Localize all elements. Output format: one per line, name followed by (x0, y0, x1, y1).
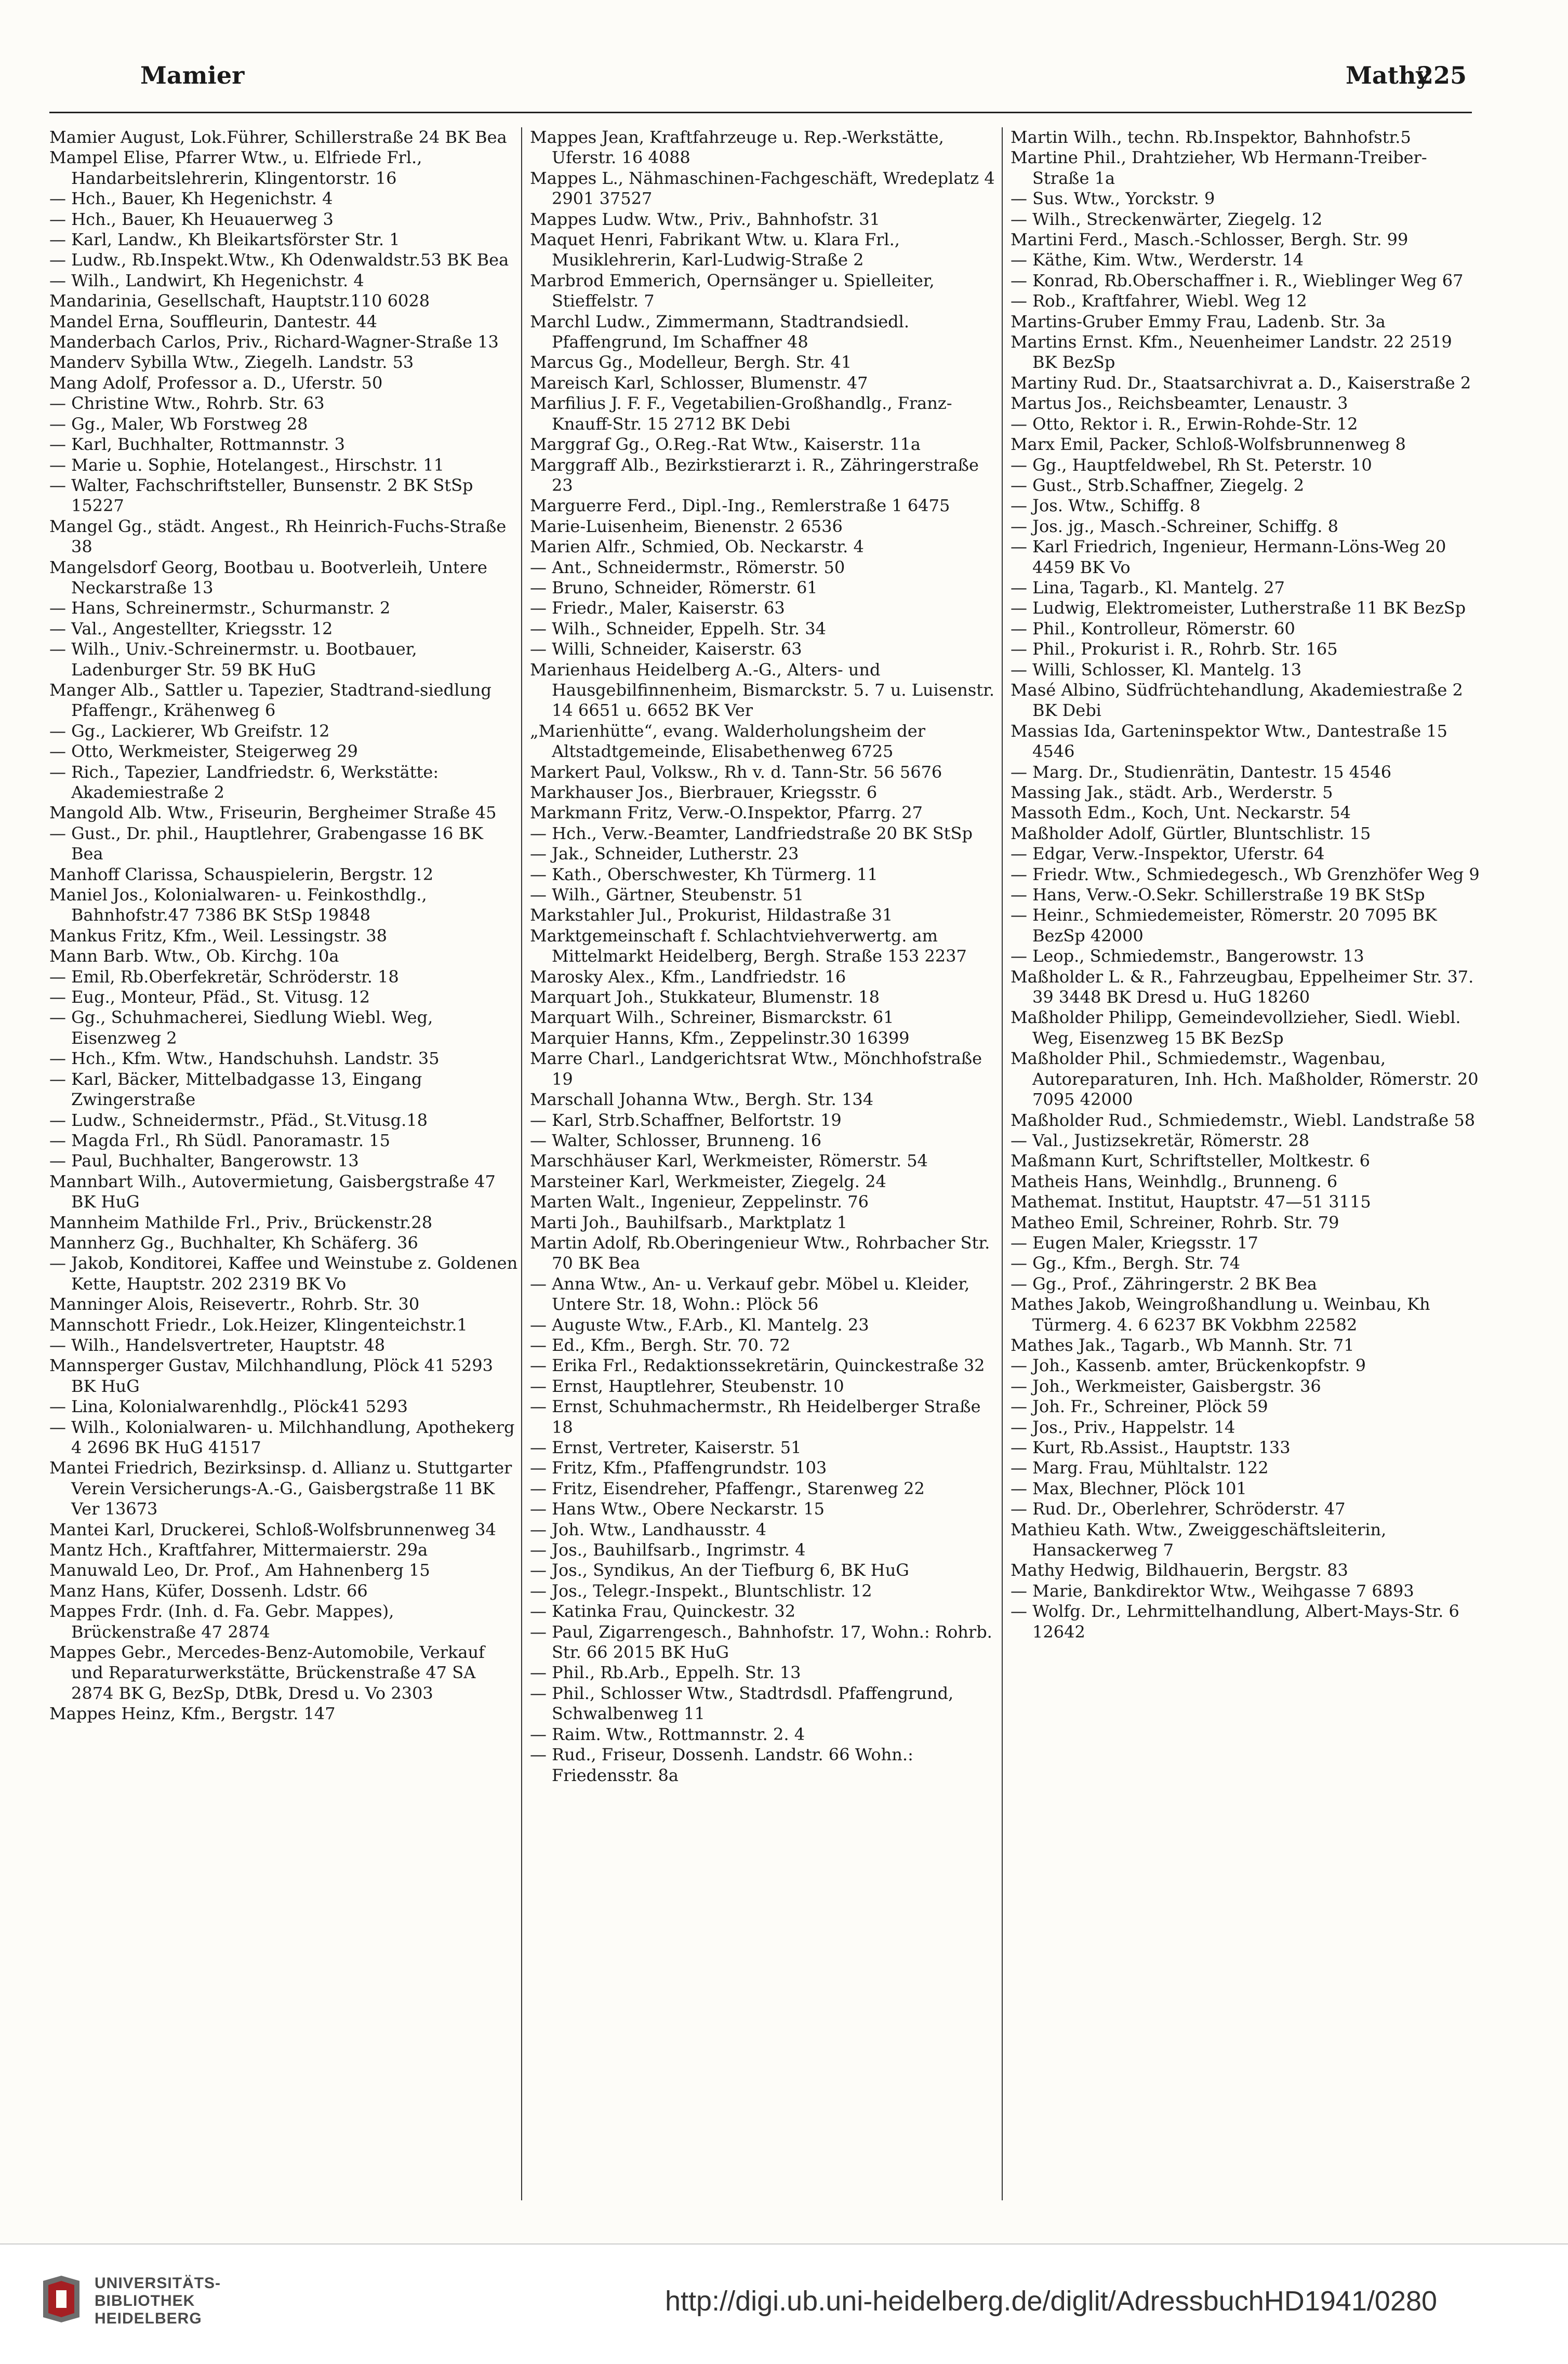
directory-entry: — Ernst, Vertreter, Kaiserstr. 51 (530, 1438, 802, 1457)
directory-entry: — Konrad, Rb.Oberschaffner i. R., Wieblinger Weg 67 (1011, 270, 1464, 290)
directory-entry: — Lina, Kolonialwarenhdlg., Plöck41 5293 (49, 1397, 408, 1417)
directory-entry: — Ludw., Schneidermstr., Pfäd., St.Vitusg.18 (49, 1110, 428, 1130)
directory-entry: — Katinka Frau, Quinckestr. 32 (530, 1601, 796, 1622)
directory-entry: Martini Ferd., Masch.-Schlosser, Bergh. Str. 99 (1011, 230, 1408, 250)
directory-entry: — Raim. Wtw., Rottmannstr. 2. 4 (530, 1724, 805, 1744)
directory-entry: Mappes Ludw. Wtw., Priv., Bahnhofstr. 31 (530, 209, 880, 229)
directory-entry: Mankus Fritz, Kfm., Weil. Lessingstr. 38 (49, 925, 387, 946)
directory-entry: — Max, Blechner, Plöck 101 (1011, 1478, 1247, 1498)
directory-entry: — Walter, Schlosser, Brunneng. 16 (530, 1130, 822, 1150)
directory-entry: — Hch., Bauer, Kh Hegenichstr. 4 (49, 189, 333, 209)
directory-entry: — Gust., Dr. phil., Hauptlehrer, Grabengasse 16 BK Bea (49, 823, 483, 864)
directory-entry: — Hans, Schreinermstr., Schurmanstr. 2 (49, 598, 391, 618)
directory-entry: Mappes Heinz, Kfm., Bergstr. 147 (49, 1704, 336, 1724)
directory-entry: Manderv Sybilla Wtw., Ziegelh. Landstr. 53 (49, 352, 414, 373)
directory-entry: Maniel Jos., Kolonialwaren- u. Feinkosthdlg., Bahnhofstr.47 7386 BK StSp 19848 (49, 885, 427, 925)
directory-entry: Marx Emil, Packer, Schloß-Wolfsbrunnenweg 8 (1011, 434, 1406, 455)
directory-entry: Mann Barb. Wtw., Ob. Kirchg. 10a (49, 946, 339, 966)
directory-entry: — Otto, Werkmeister, Steigerweg 29 (49, 741, 358, 762)
directory-entry: — Wilh., Kolonialwaren- u. Milchhandlung, Apothekerg 4 2696 BK HuG 41517 (49, 1417, 515, 1457)
column-2 (530, 127, 1000, 2211)
directory-entry: Marfilius J. F. F., Vegetabilien-Großhandlg., Franz-Knauff-Str. 15 2712 BK Debi (530, 393, 952, 434)
directory-entry: Mandel Erna, Souffleurin, Dantestr. 44 (49, 311, 378, 331)
directory-entry: Mappes Frdr. (Inh. d. Fa. Gebr. Mappes), Brückenstraße 47 2874 (49, 1601, 394, 1642)
directory-entry: — Gg., Prof., Zähringerstr. 2 BK Bea (1011, 1273, 1317, 1294)
directory-entry: Markmann Fritz, Verw.-O.Inspektor, Pfarrg. 27 (530, 803, 923, 823)
library-name: UNIVERSITÄTS- BIBLIOTHEK HEIDELBERG (95, 2275, 221, 2327)
directory-entry: — Hans Wtw., Obere Neckarstr. 15 (530, 1499, 825, 1519)
directory-entry: Marosky Alex., Kfm., Landfriedstr. 16 (530, 966, 846, 987)
directory-entry: Matheis Hans, Weinhdlg., Brunneng. 6 (1011, 1171, 1338, 1191)
directory-entry: — Karl, Bäcker, Mittelbadgasse 13, Eingang Zwingerstraße (49, 1069, 422, 1110)
directory-entry: — Gg., Hauptfeldwebel, Rh St. Peterstr. 10 (1011, 455, 1372, 475)
directory-entry: — Wilh., Landwirt, Kh Hegenichstr. 4 (49, 270, 364, 290)
directory-entry: Mannheim Mathilde Frl., Priv., Brückenstr.28 (49, 1212, 433, 1232)
directory-entry: Maßmann Kurt, Schriftsteller, Moltkestr. 6 (1011, 1151, 1370, 1171)
directory-entry: Maßholder L. & R., Fahrzeugbau, Eppelheimer Str. 37. 39 3448 BK Dresd u. HuG 18260 (1011, 966, 1474, 1007)
directory-entry: — Karl, Landw., Kh Bleikartsförster Str. 1 (49, 230, 400, 250)
directory-entry: — Phil., Prokurist i. R., Rohrb. Str. 165 (1011, 639, 1338, 659)
directory-entry: — Kath., Oberschwester, Kh Türmerg. 11 (530, 864, 878, 884)
directory-entry: — Emil, Rb.Oberfekretär, Schröderstr. 18 (49, 966, 399, 987)
directory-entry: — Hans, Verw.-O.Sekr. Schillerstraße 19 BK StSp (1011, 885, 1425, 905)
directory-entry: — Erika Frl., Redaktionssekretärin, Quinckestraße 32 (530, 1356, 985, 1376)
directory-entry: — Lina, Tagarb., Kl. Mantelg. 27 (1011, 577, 1285, 597)
directory-entry: — Jakob, Konditorei, Kaffee und Weinstube z. Goldenen Kette, Hauptstr. 202 2319 BK Vo (49, 1253, 518, 1294)
directory-entry: Mang Adolf, Professor a. D., Uferstr. 50 (49, 373, 383, 393)
directory-entry: — Jak., Schneider, Lutherstr. 23 (530, 844, 799, 864)
directory-entry: — Paul, Buchhalter, Bangerowstr. 13 (49, 1151, 359, 1171)
directory-entry: Maßholder Phil., Schmiedemstr., Wagenbau, Autoreparaturen, Inh. Hch. Maßholder, Römerstr. 20 7095 42000 (1011, 1048, 1479, 1110)
directory-entry: Martus Jos., Reichsbeamter, Lenaustr. 3 (1011, 393, 1348, 414)
directory-entry: — Christine Wtw., Rohrb. Str. 63 (49, 393, 325, 414)
directory-entry: Mantei Karl, Druckerei, Schloß-Wolfsbrunnenweg 34 (49, 1519, 496, 1539)
viewer-footer (0, 2243, 1568, 2364)
directory-entry: Manhoff Clarissa, Schauspielerin, Bergstr. 12 (49, 864, 434, 884)
page-number: 225 (1416, 61, 1467, 89)
header-rule (49, 112, 1472, 113)
directory-entry: Martiny Rud. Dr., Staatsarchivrat a. D., Kaiserstraße 2 (1011, 373, 1471, 393)
directory-entry: Massoth Edm., Koch, Unt. Neckarstr. 54 (1011, 803, 1351, 823)
directory-entry: — Gust., Strb.Schaffner, Ziegelg. 2 (1011, 475, 1305, 495)
directory-entry: — Jos., Bauhilfsarb., Ingrimstr. 4 (530, 1540, 806, 1560)
directory-entry: Marienhaus Heidelberg A.-G., Alters- und Hausgebilfinnenheim, Bismarckstr. 5. 7 u. Luisenstr. 14 6651 u. 6652 BK Ver (530, 659, 995, 721)
permalink-url[interactable]: http://digi.ub.uni-heidelberg.de/diglit/AdressbuchHD1941/0280 (665, 2286, 1438, 2317)
directory-entry: — Marie u. Sophie, Hotelangest., Hirschstr. 11 (49, 455, 445, 475)
column-1 (49, 127, 520, 2211)
directory-entry: Markert Paul, Volksw., Rh v. d. Tann-Str. 56 5676 (530, 762, 942, 782)
library-logo-icon (41, 2276, 82, 2322)
directory-entry: — Val., Justizsekretär, Römerstr. 28 (1011, 1130, 1310, 1150)
running-head-right: Mathy (1346, 61, 1430, 89)
directory-entry: — Ernst, Schuhmachermstr., Rh Heidelberger Straße 18 (530, 1397, 981, 1437)
directory-entry: Mannsperger Gustav, Milchhandlung, Plöck 41 5293 BK HuG (49, 1356, 493, 1396)
directory-entry: Mappes Gebr., Mercedes-Benz-Automobile, Verkauf und Reparaturwerkstätte, Brückenstraße 47 SA 2874 BK G, BezSp, DtBk, Dresd u. Vo 2303 (49, 1642, 485, 1703)
directory-entry: — Wilh., Univ.-Schreinermstr. u. Bootbauer, Ladenburger Str. 59 BK HuG (49, 639, 417, 680)
directory-entry: — Magda Frl., Rh Südl. Panoramastr. 15 (49, 1130, 390, 1150)
directory-entry: Mantei Friedrich, Bezirksinsp. d. Allianz u. Stuttgarter Verein Versicherungs-A.-G., Gaisbergstraße 11 BK Ver 13673 (49, 1458, 512, 1519)
directory-entry: — Jos., Syndikus, An der Tiefburg 6, BK HuG (530, 1560, 909, 1581)
directory-entry: Marggraff Alb., Bezirkstierarzt i. R., Zähringerstraße 23 (530, 455, 979, 495)
directory-entry: — Bruno, Schneider, Römerstr. 61 (530, 577, 818, 597)
directory-entry: — Rob., Kraftfahrer, Wiebl. Weg 12 (1011, 291, 1307, 311)
directory-entry: Marbrod Emmerich, Opernsänger u. Spielleiter, Stieffelstr. 7 (530, 270, 935, 311)
directory-entry: — Karl, Buchhalter, Rottmannstr. 3 (49, 434, 346, 455)
directory-entry: — Gg., Schuhmacherei, Siedlung Wiebl. Weg, Eisenzweg 2 (49, 1007, 433, 1048)
directory-entry: Marschall Johanna Wtw., Bergh. Str. 134 (530, 1090, 874, 1110)
directory-entry: Maßholder Rud., Schmiedemstr., Wiebl. Landstraße 58 (1011, 1110, 1476, 1130)
directory-entry: Manz Hans, Küfer, Dossenh. Ldstr. 66 (49, 1581, 368, 1601)
directory-entry: — Karl, Strb.Schaffner, Belfortstr. 19 (530, 1110, 842, 1130)
directory-entry: — Friedr. Wtw., Schmiedegesch., Wb Grenzhöfer Weg 9 (1011, 864, 1480, 884)
directory-entry: Mathes Jak., Tagarb., Wb Mannh. Str. 71 (1011, 1335, 1354, 1355)
directory-entry: Mangelsdorf Georg, Bootbau u. Bootverleih, Untere Neckarstraße 13 (49, 557, 487, 597)
directory-entry: — Ernst, Hauptlehrer, Steubenstr. 10 (530, 1376, 844, 1396)
directory-entry: — Eugen Maler, Kriegsstr. 17 (1011, 1232, 1258, 1253)
directory-entry: Marktgemeinschaft f. Schlachtviehverwertg. am Mittelmarkt Heidelberg, Bergh. Straße 153 2237 (530, 925, 967, 966)
directory-entry: — Wilh., Schneider, Eppelh. Str. 34 (530, 618, 826, 639)
directory-entry: — Marie, Bankdirektor Wtw., Weihgasse 7 6893 (1011, 1581, 1414, 1601)
column-separator (1002, 127, 1003, 2200)
directory-entry: Marchl Ludw., Zimmermann, Stadtrandsiedl. Pfaffengrund, Im Schaffner 48 (530, 311, 910, 352)
directory-entry: Marquier Hanns, Kfm., Zeppelinstr.30 16399 (530, 1028, 910, 1048)
directory-entry: Markstahler Jul., Prokurist, Hildastraße 31 (530, 905, 893, 925)
directory-entry: — Wilh., Streckenwärter, Ziegelg. 12 (1011, 209, 1323, 229)
directory-entry: — Gg., Kfm., Bergh. Str. 74 (1011, 1253, 1241, 1273)
directory-entry: — Paul, Zigarrengesch., Bahnhofstr. 17, Wohn.: Rohrb. Str. 66 2015 BK HuG (530, 1622, 992, 1663)
directory-entry: — Marg. Dr., Studienrätin, Dantestr. 15 4546 (1011, 762, 1392, 782)
directory-entry: Maßholder Adolf, Gürtler, Bluntschlistr. 15 (1011, 823, 1371, 843)
directory-entry: — Phil., Schlosser Wtw., Stadtrdsdl. Pfaffengrund, Schwalbenweg 11 (530, 1683, 954, 1724)
directory-entry: — Heinr., Schmiedemeister, Römerstr. 20 7095 BK BezSp 42000 (1011, 905, 1437, 946)
directory-entry: — Ludw., Rb.Inspekt.Wtw., Kh Odenwaldstr.53 BK Bea (49, 250, 509, 270)
directory-entry: — Wolfg. Dr., Lehrmittelhandlung, Albert-Mays-Str. 6 12642 (1011, 1601, 1459, 1642)
directory-entry: Manger Alb., Sattler u. Tapezier, Stadtrand-siedlung Pfaffengr., Krähenweg 6 (49, 680, 492, 721)
directory-entry: — Joh. Fr., Schreiner, Plöck 59 (1011, 1397, 1268, 1417)
directory-entry: — Otto, Rektor i. R., Erwin-Rohde-Str. 12 (1011, 414, 1358, 434)
directory-entry: Mampel Elise, Pfarrer Wtw., u. Elfriede Frl., Handarbeitslehrerin, Klingentorstr. 16 (49, 148, 422, 188)
directory-entry: Mathes Jakob, Weingroßhandlung u. Weinbau, Kh Türmerg. 4. 6 6237 BK Vokbhm 22582 (1011, 1294, 1430, 1335)
directory-entry: — Joh. Wtw., Landhausstr. 4 (530, 1519, 766, 1539)
directory-entry: Marschhäuser Karl, Werkmeister, Römerstr. 54 (530, 1151, 928, 1171)
directory-entry: — Gg., Maler, Wb Forstweg 28 (49, 414, 308, 434)
directory-entry: Marre Charl., Landgerichtsrat Wtw., Mönchhofstraße 19 (530, 1048, 982, 1089)
directory-entry: Marguerre Ferd., Dipl.-Ing., Remlerstraße 1 6475 (530, 496, 950, 516)
directory-entry: — Val., Angestellter, Kriegsstr. 12 (49, 618, 333, 639)
directory-entry: Marquart Wilh., Schreiner, Bismarckstr. 61 (530, 1007, 894, 1028)
directory-entry: — Leop., Schmiedemstr., Bangerowstr. 13 (1011, 946, 1364, 966)
directory-entry: — Eug., Monteur, Pfäd., St. Vitusg. 12 (49, 987, 370, 1007)
column-separator (521, 127, 522, 2200)
directory-entry: — Jos., Telegr.-Inspekt., Bluntschlistr. 12 (530, 1581, 872, 1601)
directory-entry: — Hch., Bauer, Kh Heuauerweg 3 (49, 209, 334, 229)
directory-entry: — Käthe, Kim. Wtw., Werderstr. 14 (1011, 250, 1304, 270)
directory-entry: Marti Joh., Bauhilfsarb., Marktplatz 1 (530, 1212, 847, 1232)
directory-entry: Marie-Luisenheim, Bienenstr. 2 6536 (530, 516, 843, 536)
directory-entry: — Gg., Lackierer, Wb Greifstr. 12 (49, 721, 330, 741)
directory-entry: Marquart Joh., Stukkateur, Blumenstr. 18 (530, 987, 880, 1007)
directory-entry: — Jos., Priv., Happelstr. 14 (1011, 1417, 1235, 1437)
directory-entry: — Rud. Dr., Oberlehrer, Schröderstr. 47 (1011, 1499, 1346, 1519)
directory-entry: — Phil., Rb.Arb., Eppelh. Str. 13 (530, 1663, 801, 1683)
directory-entry: — Kurt, Rb.Assist., Hauptstr. 133 (1011, 1438, 1291, 1457)
directory-entry: Matheo Emil, Schreiner, Rohrb. Str. 79 (1011, 1212, 1339, 1232)
directory-entry: — Walter, Fachschriftsteller, Bunsenstr. 2 BK StSp 15227 (49, 475, 473, 516)
directory-entry: Maquet Henri, Fabrikant Wtw. u. Klara Frl., Musiklehrerin, Karl-Ludwig-Straße 2 (530, 230, 900, 270)
directory-entry: — Hch., Verw.-Beamter, Landfriedstraße 20 BK StSp (530, 823, 973, 843)
directory-entry: Marien Alfr., Schmied, Ob. Neckarstr. 4 (530, 537, 864, 557)
directory-entry: Mandarinia, Gesellschaft, Hauptstr.110 6028 (49, 291, 430, 311)
directory-entry: Manderbach Carlos, Priv., Richard-Wagner-Straße 13 (49, 332, 499, 352)
directory-entry: Mathemat. Institut, Hauptstr. 47—51 3115 (1011, 1192, 1371, 1212)
directory-entry: Marten Walt., Ingenieur, Zeppelinstr. 76 (530, 1192, 869, 1212)
directory-entry: — Rud., Friseur, Dossenh. Landstr. 66 Wohn.: Friedensstr. 8a (530, 1745, 913, 1785)
directory-entry: Marcus Gg., Modelleur, Bergh. Str. 41 (530, 352, 852, 373)
directory-entry: Mannbart Wilh., Autovermietung, Gaisbergstraße 47 BK HuG (49, 1171, 496, 1212)
directory-entry: — Jos. jg., Masch.-Schreiner, Schiffg. 8 (1011, 516, 1338, 536)
directory-entry: — Hch., Kfm. Wtw., Handschuhsh. Landstr. 35 (49, 1048, 440, 1069)
directory-entry: Mamier August, Lok.Führer, Schillerstraße 24 BK Bea (49, 127, 507, 147)
directory-entry: — Marg. Frau, Mühltalstr. 122 (1011, 1458, 1269, 1478)
directory-entry: Maßholder Philipp, Gemeindevollzieher, Siedl. Wiebl. Weg, Eisenzweg 15 BK BezSp (1011, 1007, 1461, 1048)
directory-entry: Markhauser Jos., Bierbrauer, Kriegsstr. 6 (530, 782, 878, 802)
directory-entry: — Willi, Schlosser, Kl. Mantelg. 13 (1011, 659, 1302, 680)
directory-entry: Mannherz Gg., Buchhalter, Kh Schäferg. 36 (49, 1232, 418, 1253)
directory-entry: Mathy Hedwig, Bildhauerin, Bergstr. 83 (1011, 1560, 1348, 1581)
directory-entry: Martin Adolf, Rb.Oberingenieur Wtw., Rohrbacher Str. 70 BK Bea (530, 1232, 990, 1273)
directory-entry: Mangold Alb. Wtw., Friseurin, Bergheimer Straße 45 (49, 803, 497, 823)
directory-entry: — Ant., Schneidermstr., Römerstr. 50 (530, 557, 845, 577)
directory-entry: — Karl Friedrich, Ingenieur, Hermann-Löns-Weg 20 4459 BK Vo (1011, 537, 1446, 577)
directory-entry: Masé Albino, Südfrüchtehandlung, Akademiestraße 2 BK Debi (1011, 680, 1463, 721)
directory-entry: Mareisch Karl, Schlosser, Blumenstr. 47 (530, 373, 868, 393)
directory-entry: — Jos. Wtw., Schiffg. 8 (1011, 496, 1201, 516)
directory-entry: — Rich., Tapezier, Landfriedstr. 6, Werkstätte: Akademiestraße 2 (49, 762, 439, 802)
directory-entry: Marsteiner Karl, Werkmeister, Ziegelg. 24 (530, 1171, 886, 1191)
directory-entry: Mappes Jean, Kraftfahrzeuge u. Rep.-Werkstätte, Uferstr. 16 4088 (530, 127, 944, 168)
directory-entry: — Wilh., Handelsvertreter, Hauptstr. 48 (49, 1335, 386, 1355)
directory-entry: Martins-Gruber Emmy Frau, Ladenb. Str. 3a (1011, 311, 1386, 331)
directory-entry: Mantz Hch., Kraftfahrer, Mittermaierstr. 29a (49, 1540, 428, 1560)
directory-entry: Massing Jak., städt. Arb., Werderstr. 5 (1011, 782, 1333, 802)
directory-entry: — Joh., Werkmeister, Gaisbergstr. 36 (1011, 1376, 1321, 1396)
directory-entry: — Joh., Kassenb. amter, Brückenkopfstr. 9 (1011, 1356, 1366, 1376)
directory-entry: — Phil., Kontrolleur, Römerstr. 60 (1011, 618, 1295, 639)
directory-entry: Mangel Gg., städt. Angest., Rh Heinrich-Fuchs-Straße 38 (49, 516, 507, 557)
running-head-left: Mamier (140, 61, 245, 89)
directory-entry: Manninger Alois, Reisevertr., Rohrb. Str. 30 (49, 1294, 420, 1314)
directory-entry: Mannschott Friedr., Lok.Heizer, Klingenteichstr.1 (49, 1314, 468, 1335)
column-3 (1011, 127, 1481, 2211)
directory-entry: — Edgar, Verw.-Inspektor, Uferstr. 64 (1011, 844, 1325, 864)
directory-entry: — Willi, Schneider, Kaiserstr. 63 (530, 639, 802, 659)
directory-entry: Martins Ernst. Kfm., Neuenheimer Landstr. 22 2519 BK BezSp (1011, 332, 1452, 373)
directory-entry: — Fritz, Eisendreher, Pfaffengr., Starenweg 22 (530, 1478, 925, 1498)
directory-entry: — Fritz, Kfm., Pfaffengrundstr. 103 (530, 1458, 827, 1478)
directory-entry: — Auguste Wtw., F.Arb., Kl. Mantelg. 23 (530, 1314, 869, 1335)
directory-entry: — Friedr., Maler, Kaiserstr. 63 (530, 598, 785, 618)
directory-entry: Martin Wilh., techn. Rb.Inspektor, Bahnhofstr.5 (1011, 127, 1411, 147)
directory-entry: Massias Ida, Garteninspektor Wtw., Dantestraße 15 4546 (1011, 721, 1448, 762)
directory-entry: — Ludwig, Elektromeister, Lutherstraße 11 BK BezSp (1011, 598, 1466, 618)
directory-entry: Mathieu Kath. Wtw., Zweiggeschäftsleiterin, Hansackerweg 7 (1011, 1519, 1387, 1560)
directory-entry: Manuwald Leo, Dr. Prof., Am Hahnenberg 15 (49, 1560, 430, 1581)
directory-entry: Mappes L., Nähmaschinen-Fachgeschäft, Wredeplatz 4 2901 37527 (530, 168, 995, 209)
directory-entry: — Wilh., Gärtner, Steubenstr. 51 (530, 885, 804, 905)
directory-entry: — Sus. Wtw., Yorckstr. 9 (1011, 189, 1215, 209)
directory-entry: — Ed., Kfm., Bergh. Str. 70. 72 (530, 1335, 791, 1355)
directory-entry: — Anna Wtw., An- u. Verkauf gebr. Möbel u. Kleider, Untere Str. 18, Wohn.: Plöck 56 (530, 1273, 970, 1314)
directory-entry: Marggraf Gg., O.Reg.-Rat Wtw., Kaiserstr. 11a (530, 434, 921, 455)
directory-entry: „Marienhütte“, evang. Walderholungsheim der Altstadtgemeinde, Elisabethenweg 6725 (530, 721, 925, 762)
directory-entry: Martine Phil., Drahtzieher, Wb Hermann-Treiber-Straße 1a (1011, 148, 1427, 188)
